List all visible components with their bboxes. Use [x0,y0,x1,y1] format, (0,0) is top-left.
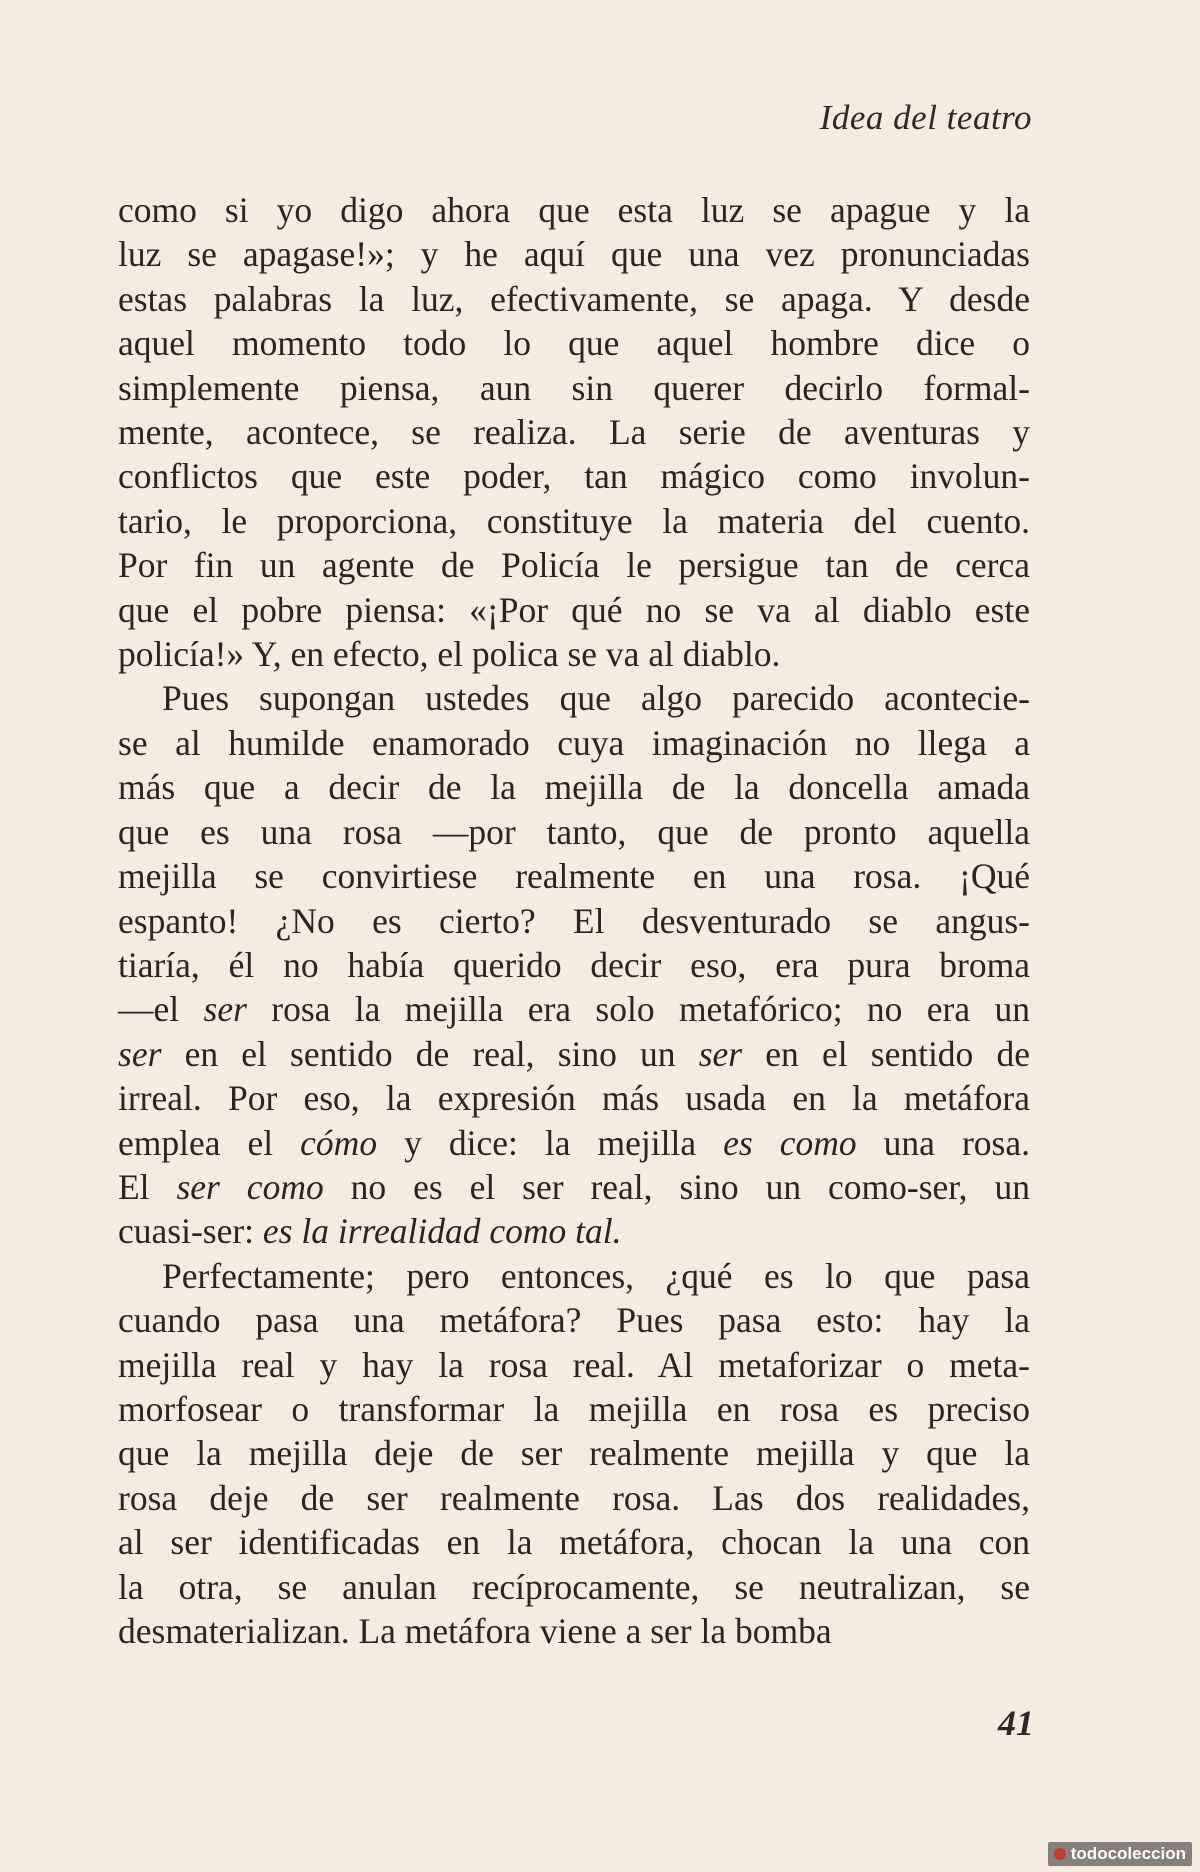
text-run: una rosa. [856,1122,1030,1163]
text-run: rosa la mejilla era solo metafórico; no era un [246,989,1031,1030]
text-line: más que a decir de la mejilla de la doncella amada [118,767,1030,808]
text-line: cuando pasa una metáfora? Pues pasa esto: hay la [118,1300,1030,1341]
text-line: tario, le proporciona, constituye la materia del cuento. [118,500,1030,541]
watermark-logo-icon [1054,1848,1066,1860]
text-line: Pues supongan ustedes que algo parecido aconteciе- [162,678,1030,719]
watermark [1048,1842,1192,1866]
text-line: estas palabras la luz, efectivamente, se apaga. Y desde [118,278,1030,319]
text-line [118,1165,1030,1209]
text-line: Por fin un agente de Policía le persigue tan de cerca [118,545,1030,586]
text-run: en el sentido de [742,1033,1030,1074]
text-line: rosa deje de ser realmente rosa. Las dos realidades, [118,1477,1030,1518]
text-run: y dice: la mejilla [377,1122,724,1163]
text-line: irreal. Por eso, la expresión más usada en la metáfora [118,1078,1030,1119]
text-run: emplea el [118,1122,301,1163]
text-line: que es una rosa —por tanto, que de pronto aquella [118,811,1030,852]
text-line: Perfectamente; pero entonces, ¿qué es lo que pasa [162,1255,1030,1296]
text-line: luz se apagase!»; y he aquí que una vez pronunciadas [118,234,1030,275]
text-line [118,987,1030,1031]
italic-text-run: ser [698,1033,743,1074]
text-line: morfosear o transformar la mejilla en rosa es preciso [118,1388,1030,1429]
text-line: desmaterializan. La metáfora viene a ser la bomba [118,1611,832,1651]
text-line: mejilla se convirtiese realmente en una rosa. ¡Qué [118,856,1030,897]
text-line: espanto! ¿No es cierto? El desventurado se angus- [118,900,1030,941]
text-line [118,1121,1030,1165]
text-line: se al humilde enamorado cuya imaginación no llega a [118,722,1030,763]
text-line: al ser identificadas en la metáfora, chocan la una con [118,1522,1030,1563]
text-line: mejilla real y hay la rosa real. Al metaforizar o meta- [118,1344,1030,1385]
text-line: aquel momento todo lo que aquel hombre dice o [118,323,1030,364]
text-run: El [118,1166,177,1207]
text-run: —el [118,989,204,1030]
text-run: no es el ser real, sino un como-ser, un [323,1166,1030,1207]
text-line [118,1032,1030,1076]
text-line: tiaría, él no había querido decir eso, era pura broma [118,944,1030,985]
text-run: en el sentido de real, sino un [161,1033,699,1074]
text-line: conflictos que este poder, tan mágico como involun- [118,456,1030,497]
text-line: como si yo digo ahora que esta luz se apague y la [118,190,1030,230]
italic-text-run: es como [723,1122,857,1163]
body-text [118,188,1030,1653]
text-line: que la mejilla deje de ser realmente mejilla y que la [118,1433,1030,1474]
text-line: la otra, se anulan recíprocamente, se neutralizan, se [118,1566,1030,1607]
watermark-text: todocoleccion [1070,1844,1186,1863]
italic-text-run: ser [203,989,247,1030]
text-line: policía!» Y, en efecto, el polica se va al diablo. [118,634,781,675]
text-line: mente, acontece, se realiza. La serie de aventuras y [118,412,1030,453]
italic-text-run: es la irrealidad como tal. [262,1211,622,1252]
text-line: simplemente piensa, aun sin querer decirlo formal- [118,367,1030,408]
text-line: que el pobre piensa: «¡Por qué no se va al diablo este [118,589,1030,630]
page-number: 41 [998,1703,1034,1743]
italic-text-run: ser como [176,1166,324,1207]
italic-text-run: cómo [300,1122,378,1163]
running-head: Idea del teatro [819,98,1032,137]
text-line [118,1209,1030,1253]
text-run: cuasi-ser: [118,1211,263,1252]
italic-text-run: ser [118,1033,162,1074]
